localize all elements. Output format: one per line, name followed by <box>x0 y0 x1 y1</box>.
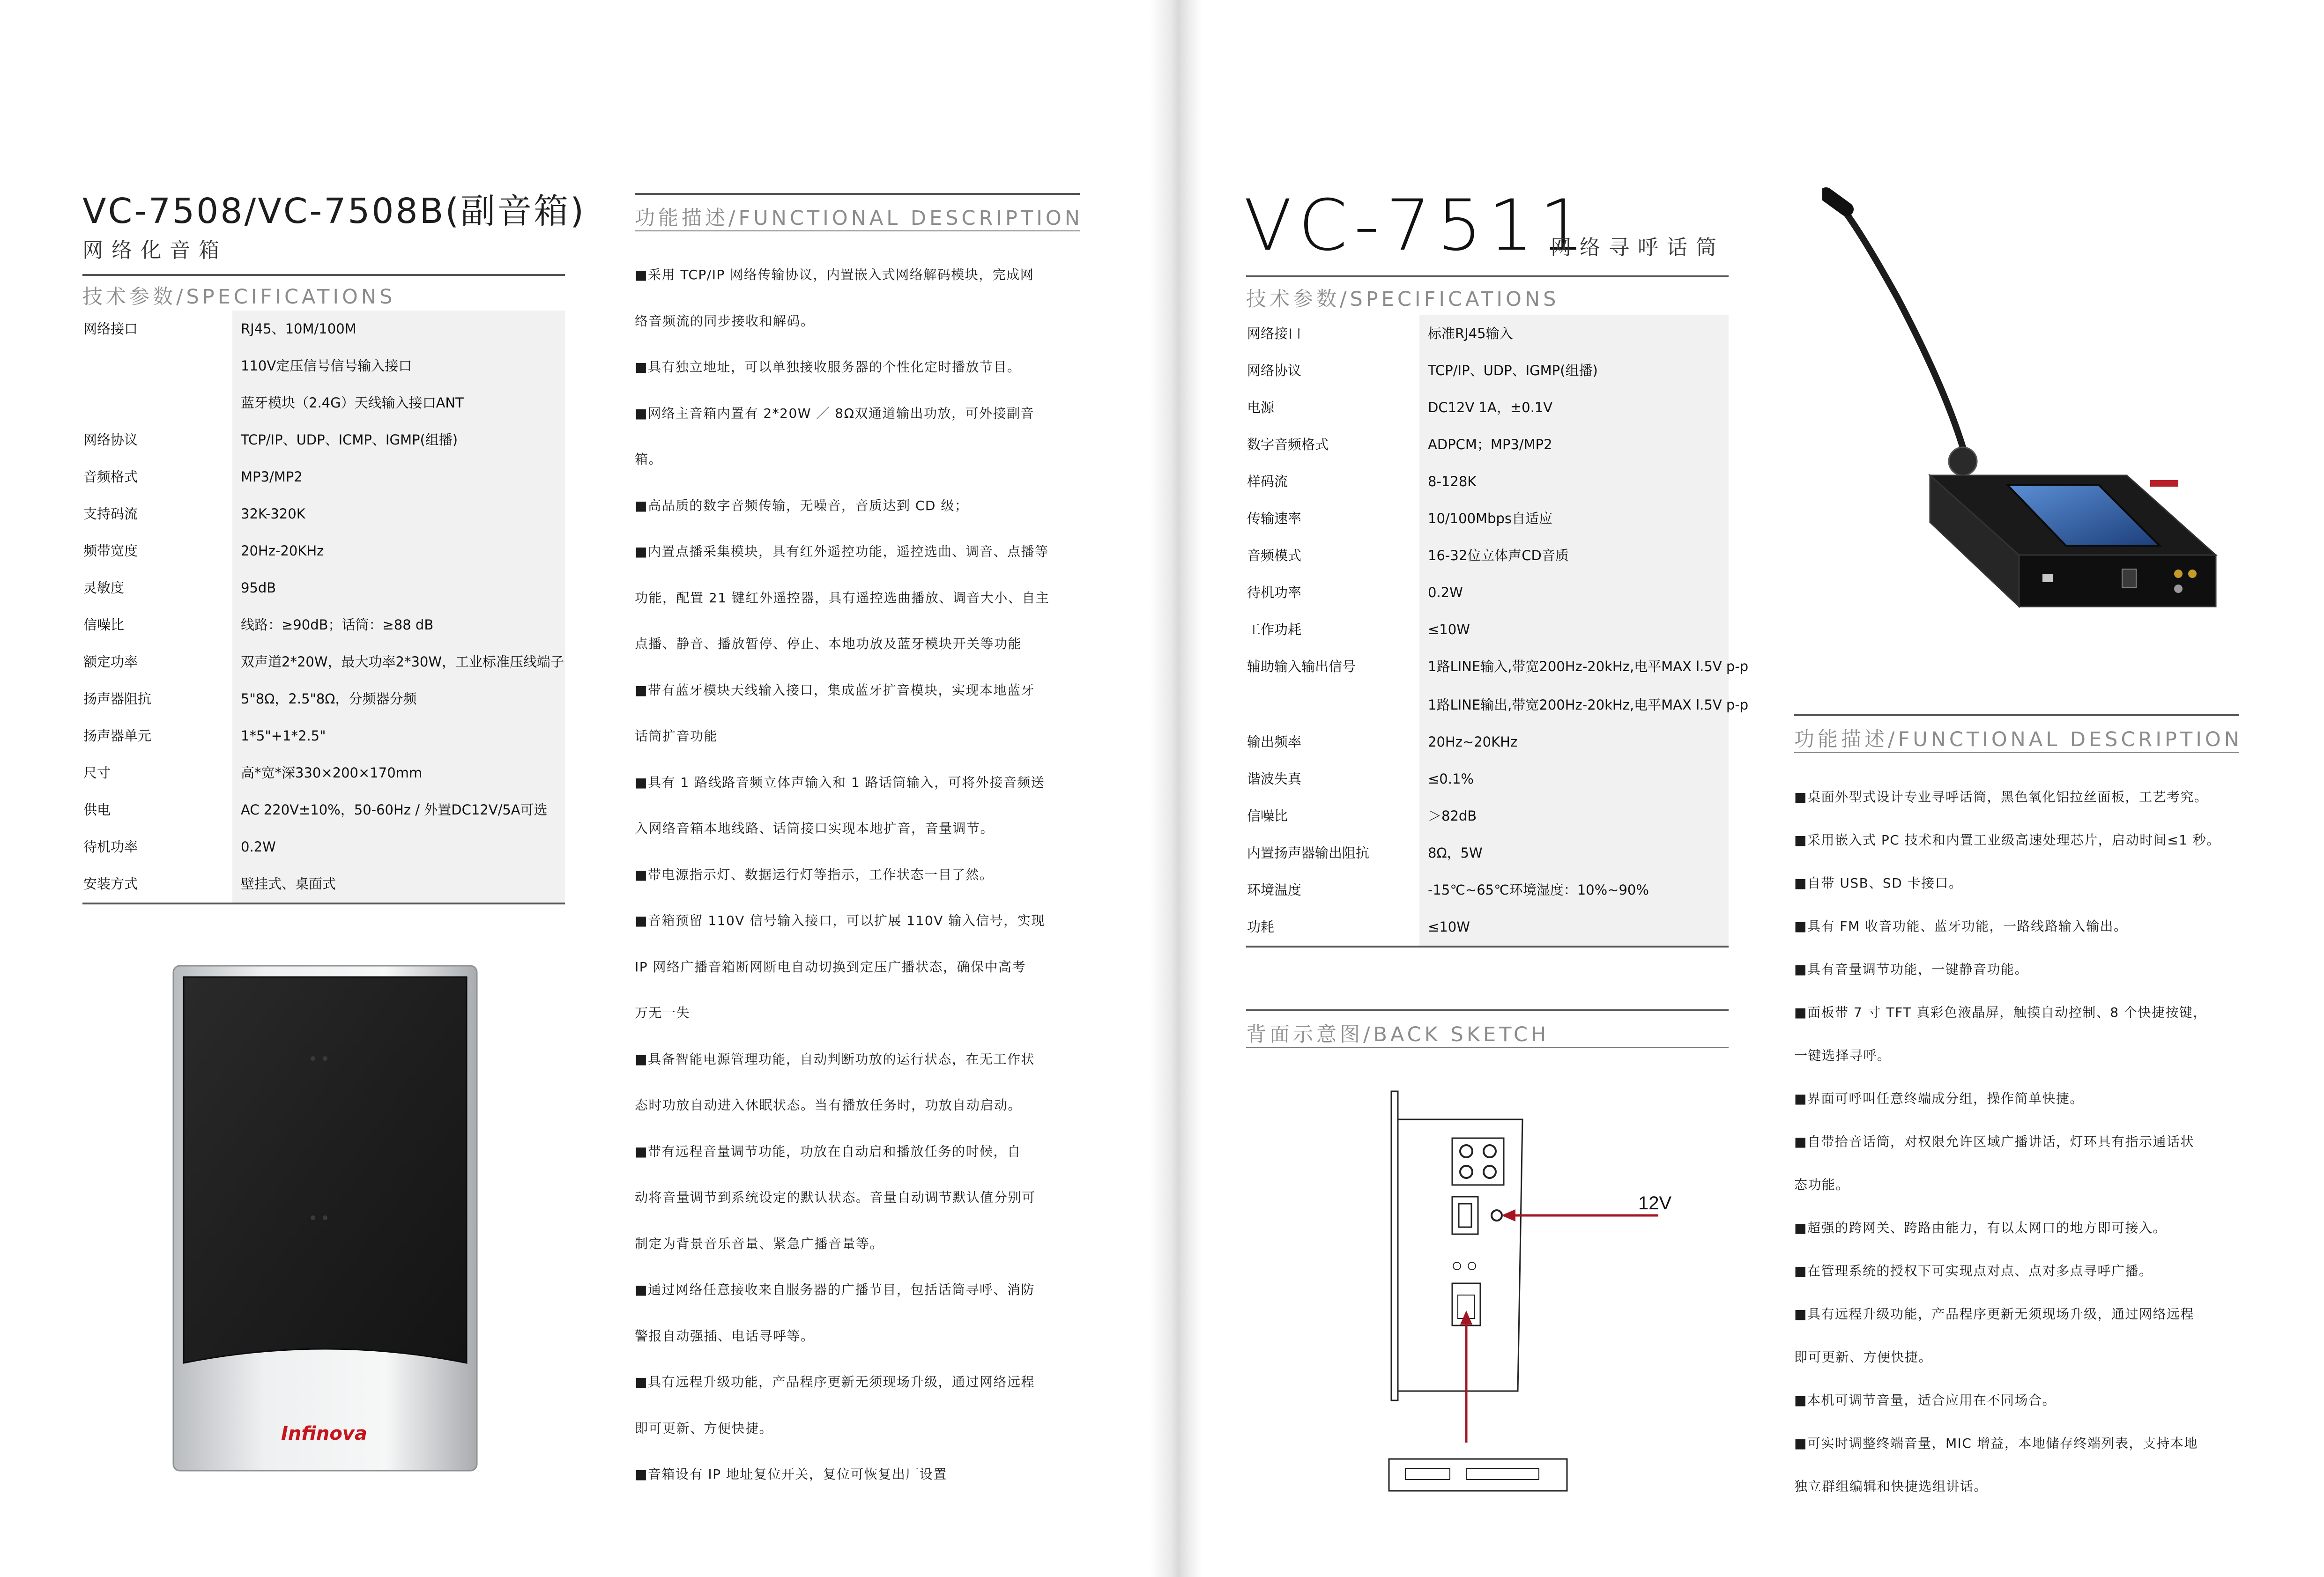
spec-value-line: 5"8Ω，2.5"8Ω，分频器分频 <box>241 691 417 707</box>
spec-value <box>1419 648 1749 724</box>
spec-value-line: MP3/MP2 <box>241 469 303 485</box>
spec-row <box>82 607 565 644</box>
spec-label: 尺寸 <box>82 755 232 792</box>
description-line: 万无一失 <box>635 1005 691 1021</box>
right-subtitle: 网络寻呼话筒 <box>1551 236 1725 259</box>
description-line: ■具备智能电源管理功能，自动判断功放的运行状态，在无工作状 <box>635 1051 1035 1067</box>
spec-value <box>1419 611 1729 648</box>
right-func-top-rule <box>1794 714 2239 716</box>
spec-row <box>1246 724 1729 762</box>
left-spec-heading: 技术参数/SPECIFICATIONS <box>82 285 396 309</box>
spec-label: 扬声器单元 <box>82 718 232 755</box>
spec-label: 网络接口 <box>82 311 232 422</box>
description-line: ■具有远程升级功能，产品程序更新无须现场升级，通过网络远程 <box>635 1374 1035 1390</box>
spec-value <box>232 422 565 459</box>
spec-row <box>82 422 565 459</box>
spec-row <box>82 792 565 829</box>
spec-value <box>1419 537 1729 574</box>
description-line: 独立群组编辑和快捷选组讲话。 <box>1794 1479 1988 1494</box>
description-line: 态功能。 <box>1794 1177 1850 1192</box>
spec-value <box>1419 389 1729 426</box>
spec-row <box>1246 611 1729 649</box>
spec-row <box>1246 500 1729 538</box>
spec-value-line: TCP/IP、UDP、IGMP(组播) <box>1428 363 1598 378</box>
sketch-top-rule <box>1246 1009 1729 1011</box>
spec-row <box>1246 426 1729 464</box>
spec-value <box>1419 909 1729 946</box>
spec-value <box>1419 463 1729 500</box>
description-line: 动将音量调节到系统设定的默认状态。音量自动调节默认值分别可 <box>635 1190 1036 1205</box>
right-func-heading: 功能描述/FUNCTIONAL DESCRIPTION <box>1794 728 2242 751</box>
spec-value-line: 1路LINE输入,带宽200Hz-20kHz,电平MAX l.5V p-p <box>1428 659 1749 674</box>
spec-label: 内置扬声器输出阻抗 <box>1246 835 1419 872</box>
description-line: ■带电源指示灯、数据运行灯等指示，工作状态一目了然。 <box>635 866 994 882</box>
middle-func-description <box>635 265 1084 1482</box>
spec-label: 谐波失真 <box>1246 761 1419 798</box>
right-spec-heading: 技术参数/SPECIFICATIONS <box>1246 288 1559 311</box>
spec-value-line: ≤10W <box>1428 622 1470 637</box>
spec-value <box>1419 500 1729 537</box>
spec-label: 辅助输入输出信号 <box>1246 648 1419 724</box>
spec-row <box>82 496 565 533</box>
spec-value-line: 0.2W <box>241 839 276 855</box>
spec-value-line: 8-128K <box>1428 474 1477 489</box>
spec-value <box>232 607 565 644</box>
spec-row <box>82 570 565 607</box>
description-line: 箱。 <box>635 452 663 467</box>
spec-value <box>232 755 565 792</box>
spec-value-line: 1*5"+1*2.5" <box>241 728 326 744</box>
description-line: 络音频流的同步接收和解码。 <box>635 313 815 329</box>
spec-label: 电源 <box>1246 389 1419 426</box>
spec-value-line: 标准RJ45输入 <box>1428 326 1513 341</box>
spec-row <box>82 681 565 718</box>
spec-value <box>1419 724 1729 761</box>
spec-value <box>232 792 565 829</box>
right-spec-table <box>1246 315 1749 955</box>
middle-func-heading: 功能描述/FUNCTIONAL DESCRIPTION <box>635 207 1083 230</box>
spec-value <box>1419 315 1729 352</box>
description-line: IP 网络广播音箱断网断电自动切换到定压广播状态，确保中高考 <box>635 959 1026 975</box>
spec-value <box>1419 426 1729 463</box>
description-line: ■桌面外型式设计专业寻呼话筒，黑色氧化铝拉丝面板，工艺考究。 <box>1794 789 2208 805</box>
spec-value-line: DC12V 1A，±0.1V <box>1428 400 1553 415</box>
spec-row <box>82 533 565 570</box>
spec-label: 待机功率 <box>1246 574 1419 611</box>
spec-value-line: 32K-320K <box>241 506 305 522</box>
spec-value-line: 20Hz-20KHz <box>241 543 324 559</box>
spec-value-line: ADPCM；MP3/MP2 <box>1428 437 1552 452</box>
description-line: ■面板带 7 寸 TFT 真彩色液晶屏，触摸自动控制、8 个快捷按键， <box>1794 1005 2207 1020</box>
left-title-rule <box>82 274 565 276</box>
spec-label: 样码流 <box>1246 463 1419 500</box>
spec-row <box>1246 352 1729 390</box>
spec-label: 信噪比 <box>82 607 232 644</box>
spec-label: 传输速率 <box>1246 500 1419 537</box>
description-line: ■内置点播采集模块，具有红外遥控功能，遥控选曲、调音、点播等 <box>635 544 1049 559</box>
spec-value <box>232 311 565 422</box>
description-line: ■自带拾音话筒，对权限允许区域广播讲话，灯环具有指示通话状 <box>1794 1134 2194 1149</box>
spec-label: 环境温度 <box>1246 872 1419 909</box>
description-line: ■带有远程音量调节功能，功放在自动启和播放任务的时候，自 <box>635 1143 1021 1159</box>
spec-row <box>1246 872 1729 910</box>
spec-label: 额定功率 <box>82 644 232 681</box>
description-line: 点播、静音、播放暂停、停止、本地功放及蓝牙模块开关等功能 <box>635 636 1022 652</box>
spec-value <box>1419 872 1729 909</box>
spec-row <box>82 459 565 496</box>
spec-row <box>1246 537 1729 575</box>
description-line: ■在管理系统的授权下可实现点对点、点对多点寻呼广播。 <box>1794 1263 2153 1279</box>
spec-label: 支持码流 <box>82 496 232 533</box>
spec-value <box>232 829 565 866</box>
spec-value <box>1419 352 1729 389</box>
right-title-rule <box>1246 275 1729 277</box>
spec-value <box>1419 835 1729 872</box>
spec-label: 功耗 <box>1246 909 1419 946</box>
spec-row <box>1246 648 1749 725</box>
spec-label: 待机功率 <box>82 829 232 866</box>
spec-label: 供电 <box>82 792 232 829</box>
spec-label: 音频模式 <box>1246 537 1419 574</box>
spec-label: 信噪比 <box>1246 798 1419 835</box>
spec-value-line: ＞82dB <box>1428 808 1477 824</box>
spec-value-line: 20Hz~20KHz <box>1428 734 1518 750</box>
description-line: ■具有独立地址，可以单独接收服务器的个性化定时播放节目。 <box>635 359 1021 375</box>
spec-row <box>1246 798 1729 836</box>
spec-label: 扬声器阻抗 <box>82 681 232 718</box>
spec-value-line: 95dB <box>241 580 276 596</box>
spec-label: 音频格式 <box>82 459 232 496</box>
spec-value-line: 10/100Mbps自适应 <box>1428 511 1552 526</box>
spec-value-line: 0.2W <box>1428 585 1463 600</box>
description-line: 话筒扩音功能 <box>635 728 718 744</box>
description-line: ■音箱设有 IP 地址复位开关，复位可恢复出厂设置 <box>635 1466 947 1482</box>
description-line: 警报自动强插、电话寻呼等。 <box>635 1328 815 1344</box>
speaker-product-image <box>172 965 478 1472</box>
spec-label: 网络协议 <box>1246 352 1419 389</box>
description-line: 即可更新、方便快捷。 <box>635 1420 773 1436</box>
paging-microphone-image <box>1822 185 2235 696</box>
right-func-description <box>1794 787 2244 1518</box>
description-line: ■采用嵌入式 PC 技术和内置工业级高速处理芯片，启动时间≤1 秒。 <box>1794 832 2220 848</box>
spec-value <box>232 644 565 681</box>
spec-value-line: 线路：≥90dB；话筒：≥88 dB <box>241 617 434 633</box>
spec-value-line: RJ45、10M/100M <box>241 321 356 337</box>
spec-value <box>232 718 565 755</box>
spec-label: 网络协议 <box>82 422 232 459</box>
middle-func-bottom-rule <box>635 230 1080 231</box>
description-line: ■具有 FM 收音功能、蓝牙功能，一路线路输入输出。 <box>1794 918 2128 934</box>
description-line: ■界面可呼叫任意终端成分组，操作简单快捷。 <box>1794 1091 2084 1106</box>
spec-row <box>1246 574 1729 612</box>
spec-label: 数字音频格式 <box>1246 426 1419 463</box>
infinova-logo: Infinova <box>281 1423 367 1444</box>
description-line: ■采用 TCP/IP 网络传输协议，内置嵌入式网络解码模块，完成网 <box>635 267 1034 282</box>
spec-value <box>232 866 565 903</box>
spec-row <box>1246 835 1729 873</box>
left-model-title: VC-7508/VC-7508B(副音箱) <box>82 191 586 231</box>
description-line: ■音箱预留 110V 信号输入接口，可以扩展 110V 输入信号，实现 <box>635 913 1045 928</box>
spec-row <box>82 644 565 681</box>
spec-row <box>1246 463 1729 501</box>
sketch-heading: 背面示意图/BACK SKETCH <box>1246 1023 1550 1046</box>
back-sketch-diagram <box>1382 1087 1710 1499</box>
spec-row <box>82 311 565 422</box>
description-line: ■本机可调节音量，适合应用在不同场合。 <box>1794 1392 2056 1408</box>
spec-value-line: 壁挂式、桌面式 <box>241 876 336 892</box>
spec-value-line: TCP/IP、UDP、ICMP、IGMP(组播) <box>241 432 458 448</box>
spec-label: 工作功耗 <box>1246 611 1419 648</box>
spec-value-line: AC 220V±10%，50-60Hz / 外置DC12V/5A可选 <box>241 802 548 818</box>
description-line: 即可更新、方便快捷。 <box>1794 1349 1933 1365</box>
description-line: 态时功放自动进入休眠状态。当有播放任务时，功放自动启动。 <box>635 1097 1022 1113</box>
spec-value <box>232 681 565 718</box>
description-line: 制定为背景音乐音量、紧急广播音量等。 <box>635 1236 884 1251</box>
spec-row <box>82 718 565 755</box>
spec-value-line: 8Ω，5W <box>1428 845 1483 861</box>
spec-value <box>1419 798 1729 835</box>
spec-label: 灵敏度 <box>82 570 232 607</box>
description-line: ■带有蓝牙模块天线输入接口，集成蓝牙扩音模块，实现本地蓝牙 <box>635 682 1035 698</box>
spec-value-line: ≤10W <box>1428 919 1470 935</box>
spec-value <box>1419 574 1729 611</box>
spec-row <box>1246 761 1729 799</box>
description-line: ■网络主音箱内置有 2*20W ／ 8Ω双通道输出功放，可外接副音 <box>635 405 1034 421</box>
left-spec-table <box>82 311 565 908</box>
page-fold <box>1150 0 1202 1577</box>
spec-value-line: ≤0.1% <box>1428 771 1474 787</box>
description-line: ■高品质的数字音频传输，无噪音，音质达到 CD 级； <box>635 497 969 513</box>
description-line: ■具有 1 路线路音频立体声输入和 1 路话筒输入，可将外接音频送 <box>635 774 1045 790</box>
spec-value <box>232 496 565 533</box>
spec-label: 输出频率 <box>1246 724 1419 761</box>
spec-value-line: 蓝牙模块（2.4G）天线输入接口ANT <box>241 395 464 411</box>
spec-value-line: 1路LINE输出,带宽200Hz-20kHz,电平MAX l.5V p-p <box>1428 697 1749 713</box>
spec-row <box>1246 389 1729 427</box>
spec-label: 安装方式 <box>82 866 232 903</box>
description-line: ■可实时调整终端音量，MIC 增益，本地储存终端列表，支持本地 <box>1794 1436 2198 1451</box>
spec-row <box>82 829 565 866</box>
spec-value-line: 110V定压信号信号输入接口 <box>241 358 412 374</box>
description-line: 入网络音箱本地线路、话筒接口实现本地扩音，音量调节。 <box>635 821 995 836</box>
spec-value-line: 16-32位立体声CD音质 <box>1428 548 1569 563</box>
description-line: 功能，配置 21 键红外遥控器，具有遥控选曲播放、调音大小、自主 <box>635 590 1050 606</box>
left-subtitle: 网络化音箱 <box>82 238 228 262</box>
middle-func-top-rule <box>635 193 1080 195</box>
spec-label: 频带宽度 <box>82 533 232 570</box>
spec-value-line: 高*宽*深330×200×170mm <box>241 765 423 781</box>
spec-row <box>1246 909 1729 948</box>
right-func-bottom-rule <box>1794 752 2239 753</box>
sketch-12v-label: 12V <box>1638 1193 1672 1214</box>
sketch-bottom-rule <box>1246 1047 1729 1048</box>
description-line: ■通过网络任意接收来自服务器的广播节目，包括话筒寻呼、消防 <box>635 1282 1035 1297</box>
spec-value <box>232 533 565 570</box>
spec-value-line: -15℃~65℃环境湿度：10%~90% <box>1428 882 1649 898</box>
description-line: ■自带 USB、SD 卡接口。 <box>1794 875 1963 891</box>
description-line: ■具有远程升级功能，产品程序更新无须现场升级，通过网络远程 <box>1794 1306 2194 1322</box>
description-line: ■超强的跨网关、跨路由能力，有以太网口的地方即可接入。 <box>1794 1220 2167 1236</box>
spec-value <box>1419 761 1729 798</box>
spec-value-line: 双声道2*20W，最大功率2*30W，工业标准压线端子 <box>241 654 564 670</box>
spec-row <box>82 755 565 792</box>
description-line: 一键选择寻呼。 <box>1794 1048 1891 1063</box>
spec-value <box>232 570 565 607</box>
spec-row <box>82 866 565 904</box>
right-model-title: VC-7511 <box>1244 185 1591 267</box>
spec-row <box>1246 315 1729 353</box>
description-line: ■具有音量调节功能，一键静音功能。 <box>1794 962 2028 977</box>
spec-label: 网络接口 <box>1246 315 1419 352</box>
spec-value <box>232 459 565 496</box>
